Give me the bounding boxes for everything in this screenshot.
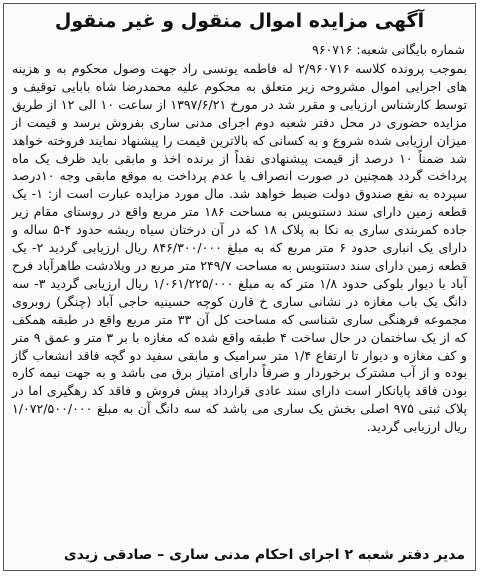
notice-title: آگهی مزایده اموال منقول و غیر منقول bbox=[54, 10, 425, 32]
notice-frame bbox=[3, 3, 476, 571]
signature-line: مدیر دفتر شعبه ۲ اجرای احکام مدنی ساری – صادقی زیدی bbox=[63, 547, 465, 563]
archive-number: شماره بایگانی شعبه: ۹۶۰۷۱۶ bbox=[312, 42, 465, 57]
notice-body: بموجب پرونده کلاسه ۲/۹۶۰۷۱۶ له فاطمه یونسی راد جهت وصول محکوم به و هزینه های اجرایی اموال مشروحه زیر متعلق به محکوم علیه محمدرضا شاه بابایی توقیف و توسط کارشناس ارزیابی و مقرر شد در مورخ ۱۳۹۷/۶/۲۱ از ساعت ۱۰ الی ۱۲ از طریق مزایده حضوری در محل دفتر شعبه دوم اجرای مدنی ساری بفروش برسد و قیمت از میزان ارزیابی شده شروع و به کسانی که بالاترین قیمت را پیشنهاد نمایند فروخته خواهد شد ضمناً ۱۰ درصد از قیمت پیشنهادی نقداً از برنده اخذ و مابقی باید ظرف یک ماه پرداخت گردد همچنین در صورت انصراف یا عدم پرداخت به موقع مابقی وجه ۱۰درصد سپرده به نفع صندوق دولت ضبط خواهد شد. مال مورد مزایده عبارت است از: ۱- یک قطعه زمین دارای سند دستنویس به مساحت ۱۸۶ متر مربع واقع در روستای مقام زیر جاده کمربندی ساری به نکا به پلاک ۱۸ که در آن درختان سیاه ریشه حدود ۴-۵ ساله و دارای یک انباری حدود ۶ متر مربع که به مبلغ ۸۴۶/۳۰۰/۰۰۰ ریال ارزیابی گردید ۲- یک قطعه زمین دارای سند دستنویس به مساحت ۲۴۹/۷ متر مربع در ویلادشت طاهرآباد فرح آباد با دیوار بلوکی حدود ۱/۸ متر که به مبلغ ۱/۰۶۱/۲۲۵/۰۰۰ ریال ارزیابی گردید ۳- سه دانگ یک باب مغازه در نشانی ساری خ قارن کوچه حسینیه حاجی آباد (چنگر) روبروی مجموعه فرهنگی ساری شناسی که مساحت کل آن ۳۳ متر مربع واقع در طبقه همکف که از یک ساختمان در حال ساخت ۴ طبقه واقع شده که مغازه با بر ۳ متر و عمق ۹ متر و کف مغازه و دیوار تا ارتفاع ۱/۴ متر سرامیک و مابقی سفید دو گچه فاقد انشعاب گاز بوده و از آب مشترک برخوردار و صرفاً دارای امتیاز برق می باشد و به جهت نیمه کاره بودن فاقد پایانکار است دارای سند عادی قرارداد پیش فروش و فاقد کد رهگیری اما در پلاک ثبتی ۹۷۵ اصلی بخش یک ساری می باشد که سه دانگ آن به مبلغ ۱/۰۷۲/۵۰۰/۰۰۰ ریال ارزیابی گردید. bbox=[12, 61, 468, 435]
